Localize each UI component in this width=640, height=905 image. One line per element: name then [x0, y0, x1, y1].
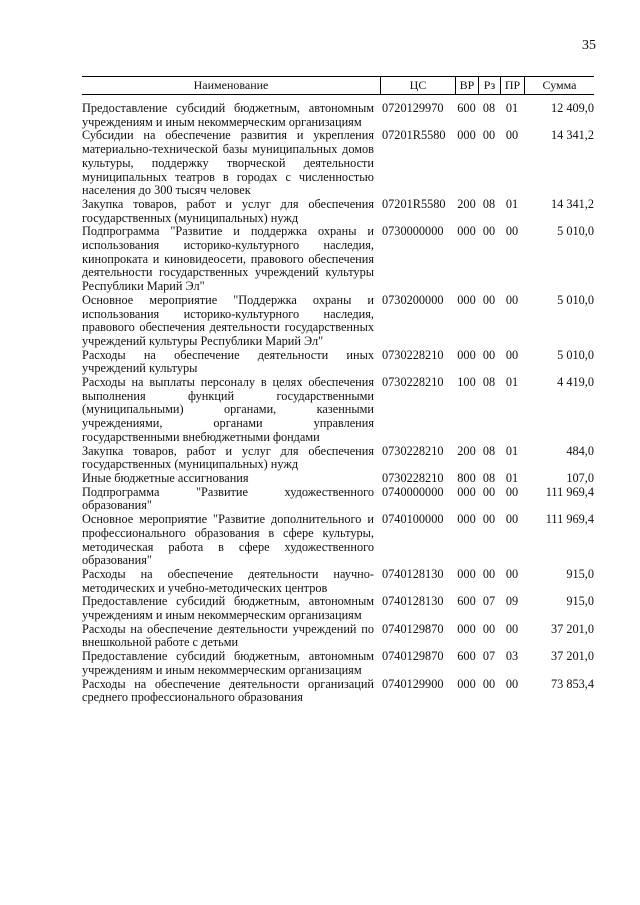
row-rz: 00 — [482, 566, 496, 581]
row-pr: 01 — [505, 470, 519, 485]
table-row — [82, 376, 594, 445]
table-row — [82, 595, 594, 622]
table-row — [82, 513, 594, 568]
row-sum: 111 969,4 — [545, 512, 594, 527]
row-name: Закупка товаров, работ и услуг для обеспечения государственных (муниципальных) нужд — [82, 443, 374, 472]
row-vr: 000 — [457, 621, 476, 636]
row-vr: 000 — [457, 676, 476, 691]
page-number: 35 — [582, 38, 596, 53]
row-sum: 5 010,0 — [557, 292, 594, 307]
row-name: Расходы на обеспечение деятельности научно-методических и учебно-методических центров — [82, 566, 374, 595]
row-rz: 08 — [482, 196, 496, 211]
row-pr: 01 — [505, 443, 519, 458]
row-sum: 73 853,4 — [550, 676, 594, 691]
row-vr: 800 — [457, 470, 476, 485]
row-rz: 08 — [482, 443, 496, 458]
row-pr: 00 — [505, 347, 519, 362]
table-row — [82, 102, 594, 129]
row-name: Предоставление субсидий бюджетным, автономным учреждениям и иным некоммерческим организациям — [82, 101, 374, 129]
row-vr: 200 — [457, 443, 476, 458]
row-vr: 000 — [457, 512, 476, 527]
row-pr: 01 — [505, 375, 519, 390]
row-cs: 0730228210 — [382, 470, 444, 485]
row-cs: 0730228210 — [382, 375, 444, 390]
row-rz: 07 — [482, 649, 496, 664]
row-sum: 484,0 — [566, 443, 594, 458]
row-pr: 00 — [505, 512, 519, 527]
row-cs: 07201R5580 — [382, 196, 446, 211]
row-sum: 111 969,4 — [545, 484, 594, 499]
row-rz: 00 — [482, 128, 496, 143]
row-name: Подпрограмма "Развитие художественного образования" — [82, 484, 374, 513]
header-cs: ЦС — [380, 77, 455, 94]
row-name: Расходы на обеспечение деятельности организаций среднего профессионального образования — [82, 676, 374, 705]
row-cs: 0730228210 — [382, 443, 444, 458]
row-rz: 08 — [482, 101, 496, 115]
row-sum: 12 409,0 — [550, 101, 594, 115]
row-name: Основное мероприятие "Развитие дополнительного и профессионального образования в сфере культуры, методическая работа в сфере художественного образования" — [82, 512, 374, 568]
row-name: Субсидии на обеспечение развития и укрепления материально-технической базы муниципальных домов культуры, поддержку творческой деятельности муниципальных театров в городах с численностью населения до 300 тысяч человек — [82, 128, 374, 198]
row-cs: 0740129870 — [382, 649, 444, 664]
row-pr: 00 — [505, 128, 519, 143]
row-pr: 01 — [505, 196, 519, 211]
row-cs: 0740128130 — [382, 594, 444, 609]
table-row — [82, 198, 594, 225]
row-sum: 107,0 — [566, 470, 594, 485]
table-row — [82, 623, 594, 650]
row-name: Предоставление субсидий бюджетным, автономным учреждениям и иным некоммерческим организациям — [82, 594, 374, 623]
row-vr: 000 — [457, 224, 476, 239]
table-row — [82, 129, 594, 198]
row-cs: 0740100000 — [382, 512, 444, 527]
table-header — [82, 76, 594, 95]
header-vr: ВР — [455, 77, 478, 94]
row-sum: 915,0 — [566, 594, 594, 609]
row-name: Расходы на выплаты персоналу в целях обеспечения выполнения функций государственными (муниципальными) органами, казенными учреждениями, органами управления государственными внебюджетными фондами — [82, 375, 374, 444]
row-vr: 000 — [457, 128, 476, 143]
row-sum: 5 010,0 — [557, 224, 594, 239]
row-rz: 00 — [482, 347, 496, 362]
header-sum: Сумма — [524, 77, 594, 94]
row-vr: 600 — [457, 101, 476, 115]
row-sum: 915,0 — [566, 566, 594, 581]
row-cs: 0730200000 — [382, 292, 444, 307]
table-row — [82, 650, 594, 677]
row-rz: 00 — [482, 224, 496, 239]
row-rz: 08 — [482, 375, 496, 390]
row-cs: 0740129900 — [382, 676, 444, 691]
table-row — [82, 225, 594, 294]
row-pr: 03 — [505, 649, 519, 664]
row-name: Иные бюджетные ассигнования — [82, 470, 249, 485]
row-rz: 08 — [482, 470, 496, 485]
row-vr: 600 — [457, 649, 476, 664]
row-name: Расходы на обеспечение деятельности иных учреждений культуры — [82, 347, 374, 376]
row-rz: 00 — [482, 484, 496, 499]
row-vr: 000 — [457, 566, 476, 581]
row-sum: 5 010,0 — [557, 347, 594, 362]
row-rz: 07 — [482, 594, 496, 609]
row-vr: 100 — [457, 375, 476, 390]
budget-table — [82, 76, 594, 705]
row-pr: 00 — [505, 484, 519, 499]
row-vr: 200 — [457, 196, 476, 211]
header-name: Наименование — [193, 78, 269, 92]
row-name: Закупка товаров, работ и услуг для обеспечения государственных (муниципальных) нужд — [82, 196, 374, 225]
table-row — [82, 678, 594, 705]
row-name: Основное мероприятие "Поддержка охраны и использования историко-культурного наследия, правового обеспечения деятельности государственных учреждений культуры Республики Марий Эл" — [82, 292, 374, 348]
row-pr: 09 — [505, 594, 519, 609]
row-pr: 00 — [505, 224, 519, 239]
row-pr: 00 — [505, 292, 519, 307]
row-name: Расходы на обеспечение деятельности учреждений по внешкольной работе с детьми — [82, 621, 374, 650]
row-vr: 600 — [457, 594, 476, 609]
row-rz: 00 — [482, 292, 496, 307]
row-pr: 00 — [505, 621, 519, 636]
row-vr: 000 — [457, 484, 476, 499]
row-cs: 0740000000 — [382, 484, 444, 499]
row-name: Предоставление субсидий бюджетным, автономным учреждениям и иным некоммерческим организациям — [82, 649, 374, 677]
row-cs: 0740129870 — [382, 621, 444, 636]
header-rz: Рз — [478, 77, 500, 94]
header-pr: ПР — [500, 77, 524, 94]
row-cs: 07201R5580 — [382, 128, 446, 143]
row-vr: 000 — [457, 347, 476, 362]
row-cs: 0730228210 — [382, 347, 444, 362]
table-row — [82, 294, 594, 349]
table-row — [82, 568, 594, 595]
table-row — [82, 486, 594, 513]
row-rz: 00 — [482, 621, 496, 636]
row-rz: 00 — [482, 512, 496, 527]
row-rz: 00 — [482, 676, 496, 691]
table-row — [82, 472, 594, 486]
row-name: Подпрограмма "Развитие и поддержка охраны и использования историко-культурного наследия, кинопроката и киновидеосети, правового обеспечения деятельности государственных учреждений культуры Республики Марий Эл" — [82, 224, 374, 294]
table-row — [82, 445, 594, 472]
row-sum: 14 341,2 — [550, 196, 594, 211]
row-sum: 14 341,2 — [550, 128, 594, 143]
table-body — [82, 95, 594, 705]
row-cs: 0730000000 — [382, 224, 444, 239]
row-sum: 37 201,0 — [550, 649, 594, 664]
row-sum: 4 419,0 — [557, 375, 594, 390]
row-sum: 37 201,0 — [550, 621, 594, 636]
row-vr: 000 — [457, 292, 476, 307]
row-cs: 0740128130 — [382, 566, 444, 581]
row-cs: 0720129970 — [382, 101, 444, 115]
row-pr: 01 — [505, 101, 519, 115]
table-row — [82, 349, 594, 376]
row-pr: 00 — [505, 566, 519, 581]
row-pr: 00 — [505, 676, 519, 691]
